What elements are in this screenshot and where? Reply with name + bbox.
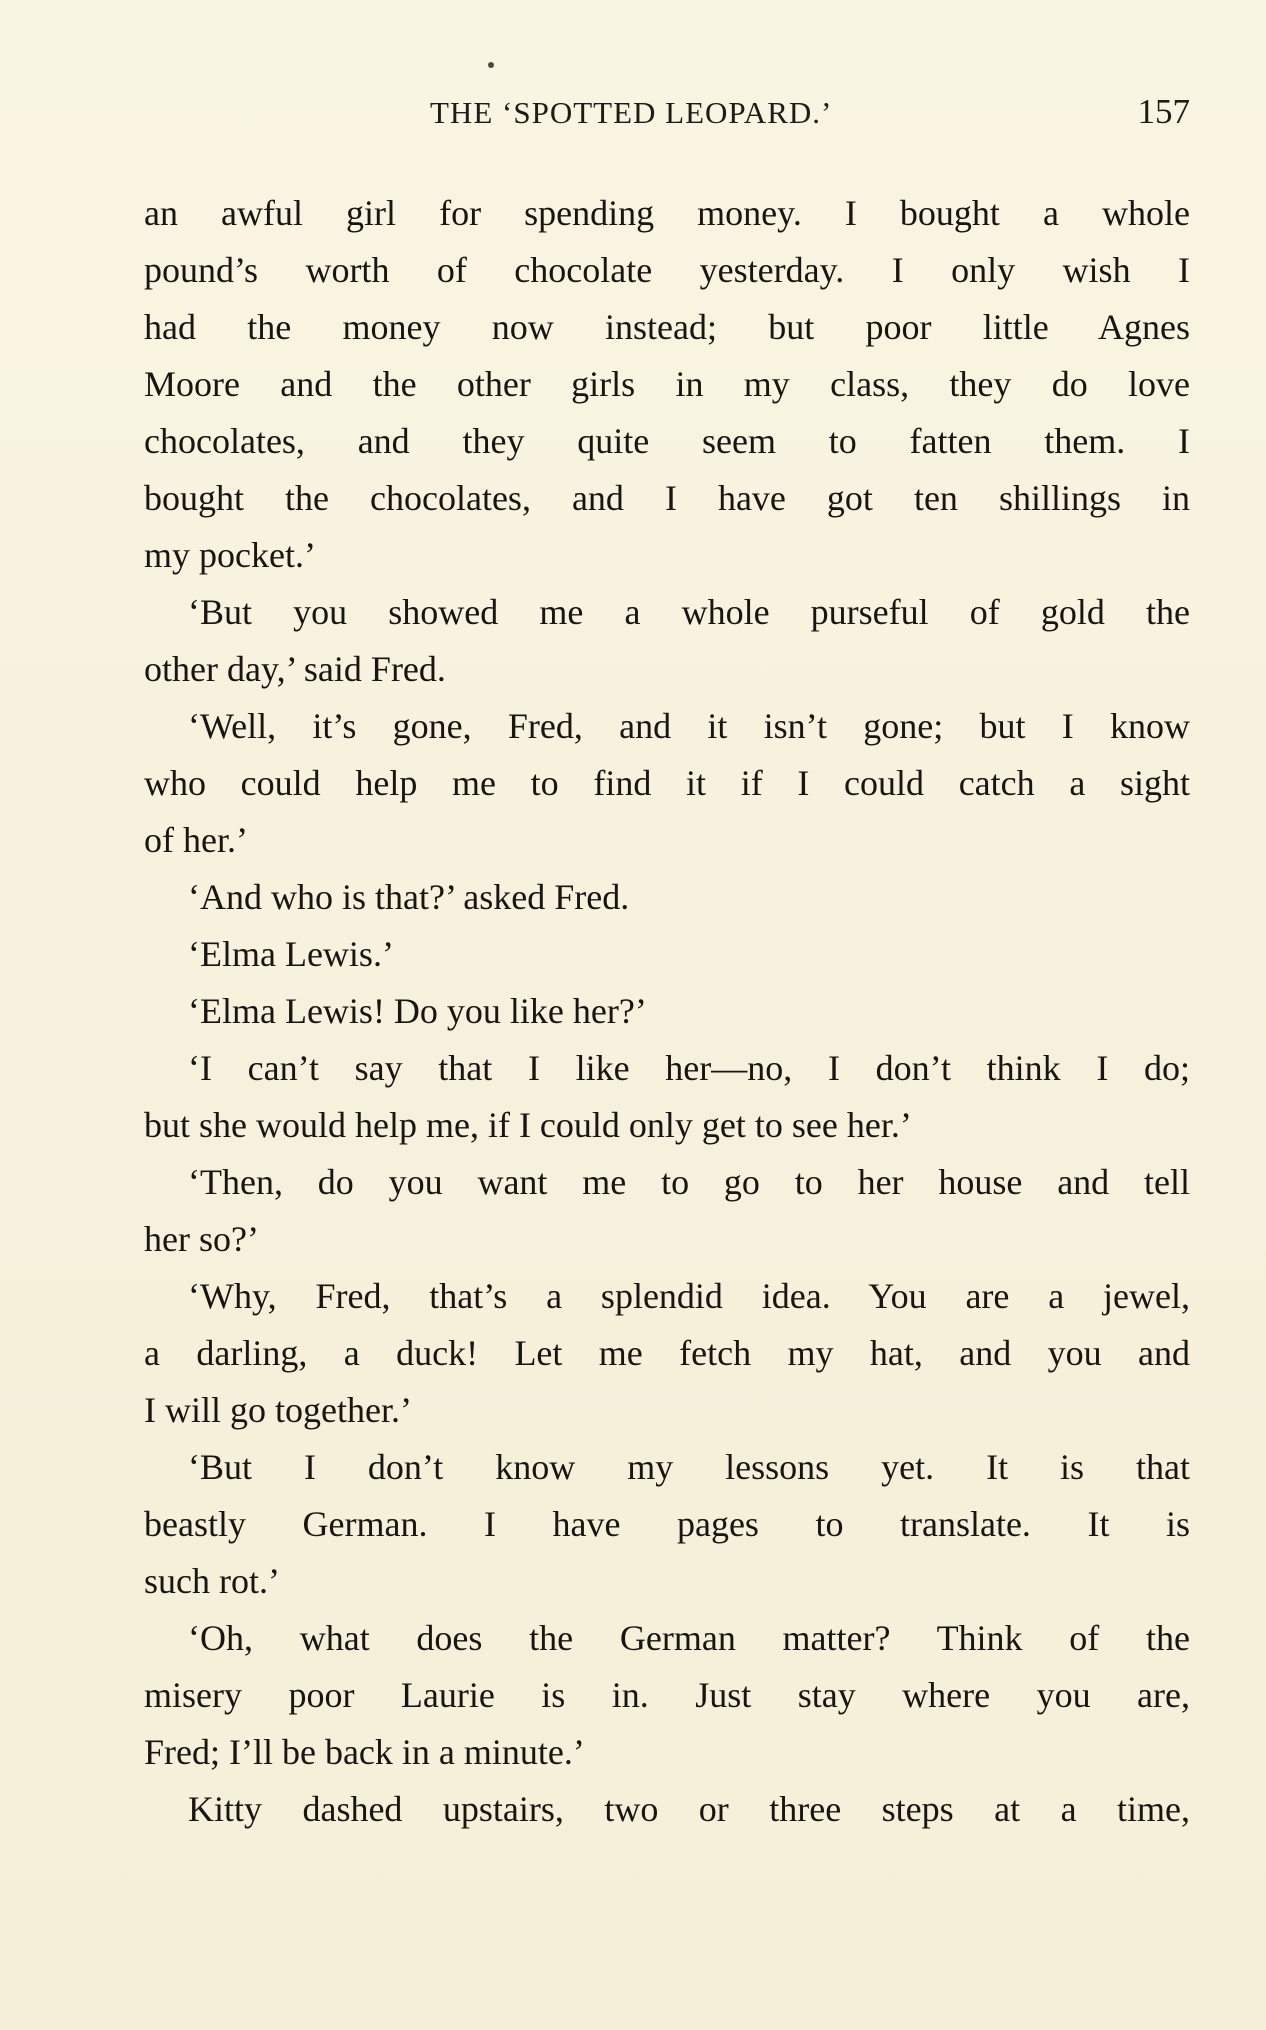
text-line: ‘Elma Lewis! Do you like her?’ bbox=[188, 991, 647, 1031]
text-line: such rot.’ bbox=[144, 1561, 280, 1601]
text-line: an awful girl for spending money. I bought a whole bbox=[144, 193, 1190, 233]
text-line: I will go together.’ bbox=[144, 1390, 412, 1430]
text-line: chocolates, and they quite seem to fatten them. I bbox=[144, 421, 1190, 461]
text-line: my pocket.’ bbox=[144, 535, 316, 575]
text-line: ‘Then, do you want me to go to her house and tell bbox=[188, 1162, 1190, 1202]
text-line: misery poor Laurie is in. Just stay where you are, bbox=[144, 1675, 1190, 1715]
text-line: a darling, a duck! Let me fetch my hat, and you and bbox=[144, 1333, 1190, 1373]
text-line: had the money now instead; but poor little Agnes bbox=[144, 307, 1190, 347]
text-line: other day,’ said Fred. bbox=[144, 649, 446, 689]
text-line: who could help me to find it if I could catch a sight bbox=[144, 763, 1190, 803]
text-line: but she would help me, if I could only get to see her.’ bbox=[144, 1105, 912, 1145]
text-line: ‘But I don’t know my lessons yet. It is that bbox=[188, 1447, 1190, 1487]
text-line: Fred; I’ll be back in a minute.’ bbox=[144, 1732, 585, 1772]
text-line: ‘Why, Fred, that’s a splendid idea. You are a jewel, bbox=[188, 1276, 1190, 1316]
text-line: pound’s worth of chocolate yesterday. I only wish I bbox=[144, 250, 1190, 290]
text-line: her so?’ bbox=[144, 1219, 259, 1259]
body-text bbox=[144, 185, 1190, 1838]
text-line: Moore and the other girls in my class, they do love bbox=[144, 364, 1190, 404]
text-line: bought the chocolates, and I have got ten shillings in bbox=[144, 478, 1190, 518]
running-header bbox=[144, 92, 1190, 145]
print-mark bbox=[488, 62, 494, 68]
text-line: ‘And who is that?’ asked Fred. bbox=[188, 877, 630, 917]
text-line: ‘Oh, what does the German matter? Think of the bbox=[188, 1618, 1190, 1658]
text-line: ‘But you showed me a whole purseful of gold the bbox=[188, 592, 1190, 632]
chapter-title: THE ‘SPOTTED LEOPARD.’ bbox=[430, 95, 833, 130]
text-line: Kitty dashed upstairs, two or three steps at a time, bbox=[188, 1789, 1190, 1829]
text-line: ‘I can’t say that I like her—no, I don’t think I do; bbox=[188, 1048, 1190, 1088]
text-line: ‘Well, it’s gone, Fred, and it isn’t gone; but I know bbox=[188, 706, 1190, 746]
page-number: 157 bbox=[1137, 92, 1190, 131]
text-line: of her.’ bbox=[144, 820, 248, 860]
text-line: beastly German. I have pages to translate. It is bbox=[144, 1504, 1190, 1544]
text-line: ‘Elma Lewis.’ bbox=[188, 934, 394, 974]
